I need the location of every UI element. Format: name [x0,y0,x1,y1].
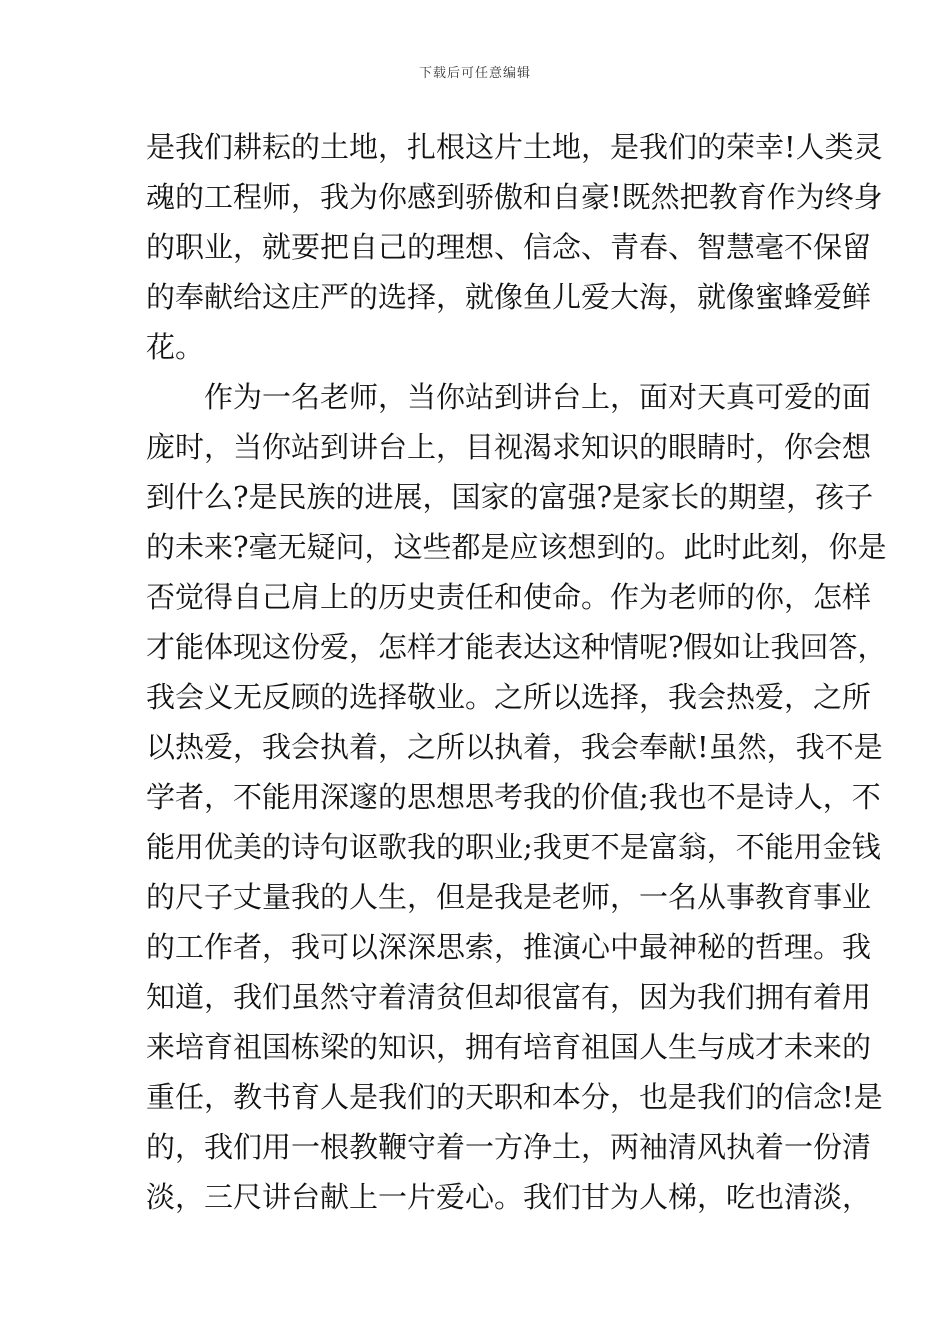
text-line: 是我们耕耘的土地，扎根这片土地，是我们的荣幸!人类灵 [146,130,883,164]
text-line: 重任，教书育人是我们的天职和本分，也是我们的信念!是 [146,1080,883,1114]
text-line: 的尺子丈量我的人生，但是我是老师，一名从事教育事业 [146,880,872,914]
text-line: 知道，我们虽然守着清贫但却很富有，因为我们拥有着用 [146,980,872,1014]
text-line: 来培育祖国栋梁的知识，拥有培育祖国人生与成才未来的 [146,1030,872,1064]
text-line: 才能体现这份爱，怎样才能表达这种情呢?假如让我回答， [146,630,887,664]
text-line: 淡，三尺讲台献上一片爱心。我们甘为人梯，吃也清淡， [146,1180,872,1214]
text-line: 的，我们用一根教鞭守着一方净土，两袖清风执着一份清 [146,1130,872,1164]
text-line: 的职业，就要把自己的理想、信念、青春、智慧毫不保留 [146,230,872,264]
text-line: 庞时，当你站到讲台上，目视渴求知识的眼睛时，你会想 [146,430,872,464]
text-line: 我会义无反顾的选择敬业。之所以选择，我会热爱，之所 [146,680,872,714]
text-line: 魂的工程师，我为你感到骄傲和自豪!既然把教育作为终身 [146,180,883,214]
text-line: 学者，不能用深邃的思想思考我的价值;我也不是诗人，不 [146,780,881,814]
text-line: 到什么?是民族的进展，国家的富强?是家长的期望，孩子 [146,480,874,514]
text-line: 的未来?毫无疑问，这些都是应该想到的。此时此刻，你是 [146,530,887,564]
page-header: 下载后可任意编辑 [418,66,531,81]
text-line: 作为一名老师，当你站到讲台上，面对天真可爱的面 [204,380,872,414]
paragraph-2 [146,372,887,1222]
text-line: 的工作者，我可以深深思索，推演心中最神秘的哲理。我 [146,930,872,964]
text-line: 能用优美的诗句讴歌我的职业;我更不是富翁，不能用金钱 [146,830,881,864]
text-line: 否觉得自己肩上的历史责任和使命。作为老师的你，怎样 [146,580,872,614]
text-line: 花。 [146,330,205,364]
paragraph-1 [146,122,883,372]
text-line: 以热爱，我会执着，之所以执着，我会奉献!虽然，我不是 [146,730,883,764]
document-body [146,122,887,1222]
text-line: 的奉献给这庄严的选择，就像鱼儿爱大海，就像蜜蜂爱鲜 [146,280,872,314]
